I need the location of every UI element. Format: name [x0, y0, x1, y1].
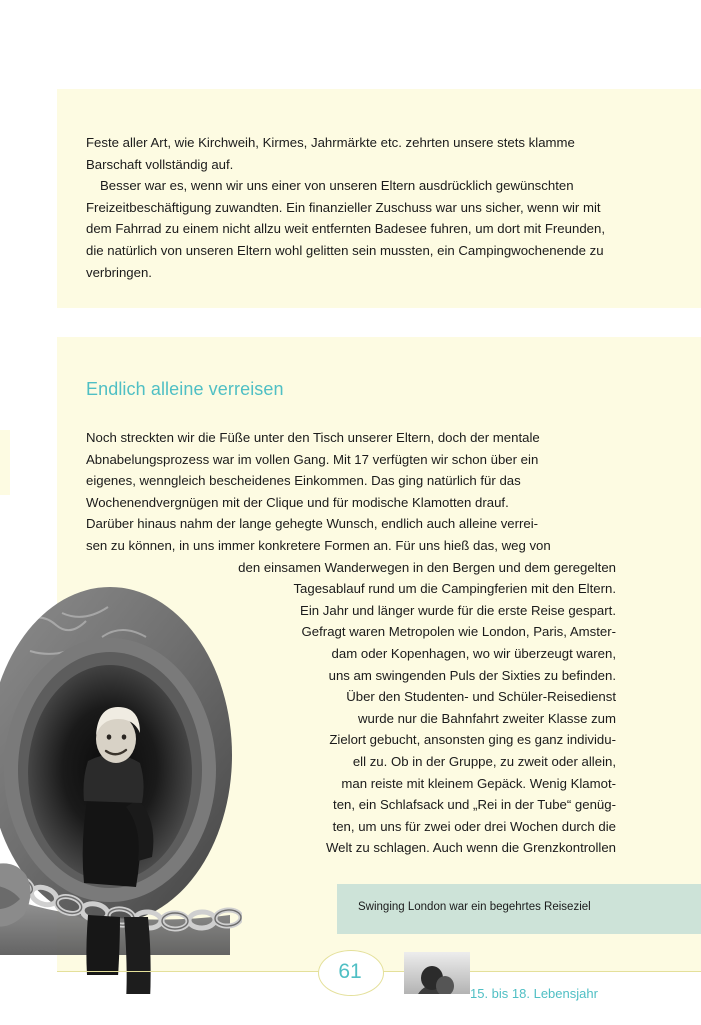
body-line: sen zu können, in uns immer konkretere Formen an. Für uns hieß das, weg von: [86, 537, 551, 553]
body-line: Welt zu schlagen. Auch wenn die Grenzkontrollen: [325, 840, 616, 856]
body-line: Wochenendvergnügen mit der Clique und für modische Klamotten drauf.: [86, 494, 509, 510]
body-line: Gefragt waren Metropolen wie London, Paris, Amster-: [301, 624, 616, 640]
body-line: Über den Studenten- und Schüler-Reisedienst: [346, 689, 616, 705]
body-line: Abnabelungsprozess war im vollen Gang. Mit 17 verfügten wir schon über ein: [86, 451, 539, 467]
body-line: eigenes, wenngleich bescheidenes Einkommen. Das ging natürlich für das: [86, 473, 521, 489]
body-line: ell zu. Ob in der Gruppe, zu zweit oder allein,: [352, 753, 616, 769]
body-line: Ein Jahr und länger wurde für die erste Reise gespart.: [300, 602, 616, 618]
body-line: ten, um uns für zwei oder drei Wochen durch die: [332, 818, 616, 834]
top-paragraph-1: Feste aller Art, wie Kirchweih, Kirmes, Jahrmärkte etc. zehrten unsere stets klamme Barschaft vollständig auf.: [86, 135, 575, 172]
body-line: ten, ein Schlafsack und „Rei in der Tube“ genüg-: [333, 797, 616, 813]
body-line: Zielort gebucht, ansonsten ging es ganz individu-: [329, 732, 616, 748]
photo-caption: Swinging London war ein begehrtes Reiseziel: [358, 901, 591, 913]
top-body-text: [86, 132, 610, 283]
body-line: uns am swingenden Puls der Sixties zu befinden.: [328, 667, 616, 683]
section-heading: Endlich alleine verreisen: [86, 379, 284, 399]
chapter-label: 15. bis 18. Lebensjahr: [470, 986, 598, 1001]
body-line: man reiste mit kleinem Gepäck. Wenig Klamot-: [341, 775, 616, 791]
body-line: Noch streckten wir die Füße unter den Tisch unserer Eltern, doch der mentale: [86, 430, 540, 445]
body-line: wurde nur die Bahnfahrt zweiter Klasse zum: [357, 710, 616, 726]
footer-white-left-band: [0, 975, 120, 1020]
main-photograph: [0, 585, 242, 1020]
body-line: Darüber hinaus nahm der lange gehegte Wunsch, endlich auch alleine verrei-: [86, 516, 539, 532]
top-paragraph-2: Besser war es, wenn wir uns einer von unseren Eltern ausdrücklich gewünschten Freizeitbeschäftigung zuwandten. Ein finanzieller Zuschuss war uns sicher, wenn wir mit dem Fahrrad zu einem nicht allzu weit entfernten Badesee fuhren, um dort mit Freunden, die natürlich von unseren Eltern wohl gelitten sein mussten, ein Campingwochenende zu verbringen.: [86, 178, 605, 280]
body-line: den einsamen Wanderwegen in den Bergen und dem geregelten: [238, 559, 616, 575]
body-line: Tagesablauf rund um die Campingferien mit den Eltern.: [293, 581, 616, 597]
left-edge-panel-stub: [0, 430, 10, 495]
body-line: dam oder Kopenhagen, wo wir überzeugt waren,: [331, 645, 616, 661]
page-number: 61: [338, 960, 362, 983]
